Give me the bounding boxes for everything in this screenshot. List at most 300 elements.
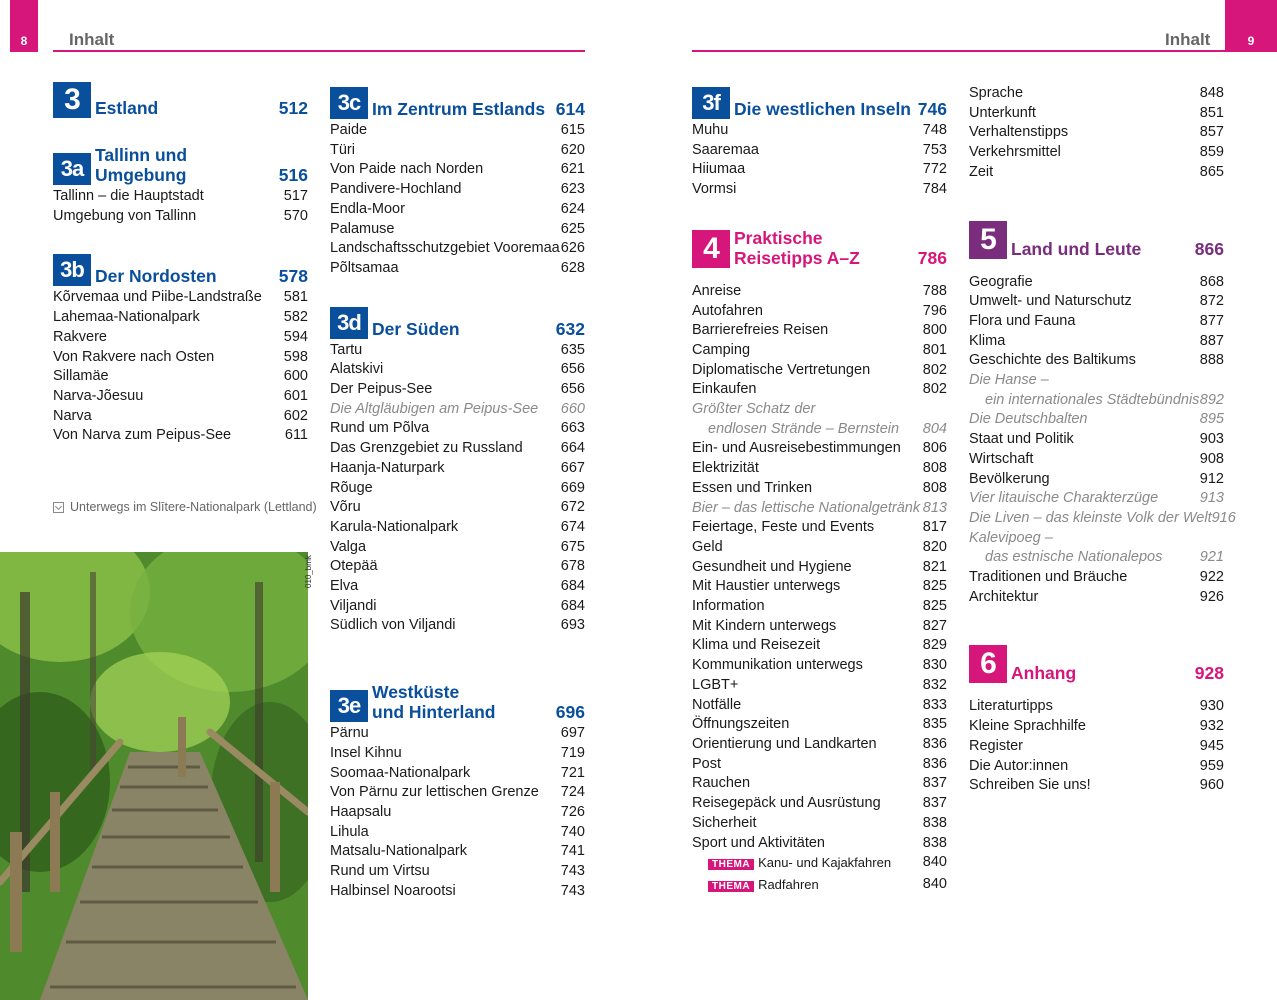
toc-entry[interactable] [692,696,947,716]
entry-title: Das Grenzgebiet zu Russland [330,440,523,457]
toc-entry-italic[interactable] [969,489,1224,509]
toc-entry[interactable] [692,735,947,755]
toc-entry[interactable] [53,387,308,407]
entry-page: 837 [922,795,947,812]
section-title-line-2: und Hinterland [372,702,496,723]
toc-entry[interactable] [692,341,947,361]
section-number-box: 3d [330,307,368,339]
entry-title: Pärnu [330,725,369,742]
toc-entry[interactable] [692,180,947,200]
toc-entry[interactable] [330,239,585,259]
entry-title: Võru [330,499,361,516]
entry-page: 921 [1199,549,1224,566]
toc-entry[interactable] [692,577,947,597]
entry-page: 806 [922,440,947,457]
entry-page: 740 [560,823,585,840]
entry-page: 635 [560,341,585,358]
entry-page: 721 [560,764,585,781]
entry-page: 570 [283,207,308,224]
toc-entry[interactable] [330,783,585,803]
toc-entry[interactable] [969,123,1224,143]
toc-entry[interactable] [53,426,308,446]
toc-entry[interactable] [969,351,1224,371]
entry-title: Die Autor:innen [969,757,1069,774]
entry-page: 888 [1199,352,1224,369]
toc-entry-italic[interactable] [969,410,1224,430]
section-3a-heading[interactable] [53,145,308,185]
entry-title: Endla-Moor [330,200,405,217]
section-number-box: 4 [692,230,730,268]
toc-entry-italic[interactable] [969,548,1224,568]
toc-entry[interactable] [53,367,308,387]
entry-title: Öffnungszeiten [692,716,790,733]
entry-title: Unterkunft [969,104,1036,121]
entry-page: 872 [1199,293,1224,310]
toc-entry[interactable] [53,328,308,348]
entry-page: 601 [283,387,308,404]
toc-entry[interactable] [330,538,585,558]
entry-title: Palamuse [330,220,395,237]
toc-entry[interactable] [330,862,585,882]
entry-page: 892 [1199,391,1224,408]
entry-title: endlosen Strände – Bernstein [708,420,900,437]
toc-entry-italic[interactable] [969,391,1224,411]
entry-title: Post [692,755,722,772]
entry-title: Kalevipoeg – [969,529,1053,546]
entry-title: Südlich von Viljandi [330,617,456,634]
entry-page: 887 [1199,332,1224,349]
entry-page: 697 [560,725,585,742]
entry-title: Muhu [692,122,729,138]
toc-entry[interactable] [692,814,947,834]
toc-entry[interactable] [692,794,947,814]
entry-title: Mit Kindern unterwegs [692,617,837,634]
entry-title: Paide [330,122,368,138]
entry-title: Sport und Aktivitäten [692,834,825,851]
section-4-list-a [692,282,947,400]
toc-entry[interactable] [692,282,947,302]
toc-entry[interactable] [969,332,1224,352]
thema-badge: THEMA [708,881,754,892]
section-6-list [969,697,1224,796]
entry-page: 678 [560,558,585,575]
toc-entry[interactable] [969,697,1224,717]
entry-title: Elektrizität [692,460,759,477]
toc-entry[interactable] [330,597,585,617]
toc-entry[interactable] [969,163,1224,183]
section-3f-heading[interactable] [692,87,947,119]
section-6-heading[interactable] [969,645,1224,683]
toc-entry[interactable] [330,400,585,420]
toc-entry-italic[interactable] [692,420,947,440]
entry-title: Reisegepäck und Ausrüstung [692,795,881,812]
toc-entry[interactable] [330,724,585,744]
toc-entry[interactable] [692,361,947,381]
thema-list [692,853,947,896]
toc-entry[interactable] [53,207,308,227]
section-title: Estland [95,98,159,118]
entry-title: Kõrvemaa und Piibe-Landstraße [53,289,262,306]
toc-entry[interactable] [330,380,585,400]
entry-page: 623 [560,181,585,198]
entry-title: das estnische Nationalepos [985,549,1163,566]
toc-entry[interactable] [53,288,308,308]
toc-entry[interactable] [330,341,585,361]
entry-title: Vormsi [692,181,737,198]
section-3d-heading[interactable] [330,307,585,339]
entry-title: Die Hanse – [969,372,1049,389]
entry-page: 912 [1199,470,1224,487]
toc-entry[interactable] [330,823,585,843]
entry-page: 625 [560,220,585,237]
entry-title: Die Deutschbalten [969,411,1088,428]
entry-title: Lihula [330,823,369,840]
toc-entry[interactable] [330,180,585,200]
entry-page: 675 [560,538,585,555]
toc-entry[interactable] [692,774,947,794]
entry-title: Literaturtipps [969,698,1053,715]
entry-title: Barrierefreies Reisen [692,322,829,339]
entry-page: 517 [283,188,308,204]
section-3a-list [53,187,308,226]
section-page: 746 [917,99,947,119]
section-title: Land und Leute [1011,238,1142,259]
entry-page: 820 [922,538,947,555]
entry-title: Klima [969,332,1006,349]
section-3e-list [330,724,585,901]
toc-entry[interactable] [692,617,947,637]
entry-page: 656 [560,381,585,398]
entry-page: 848 [1199,85,1224,101]
toc-entry[interactable] [330,479,585,499]
toc-column-4 [969,84,1236,796]
entry-page: 926 [1199,588,1224,605]
entry-page: 836 [922,735,947,752]
entry-page: 602 [283,407,308,424]
entry-page: 600 [283,368,308,385]
toc-entry[interactable] [330,220,585,240]
entry-page: 615 [560,122,585,138]
toc-entry[interactable] [330,459,585,479]
toc-entry-italic[interactable] [969,529,1224,549]
section-title: Im Zentrum Estlands [372,99,546,119]
entry-page: 684 [560,597,585,614]
entry-title: Rakvere [53,328,107,345]
toc-entry[interactable] [692,597,947,617]
entry-page: 832 [922,676,947,693]
toc-entry[interactable] [692,302,947,322]
entry-page: 930 [1199,698,1224,715]
toc-entry[interactable] [692,439,947,459]
section-3e-heading[interactable] [330,682,585,722]
toc-entry[interactable] [692,160,947,180]
entry-page: 829 [922,637,947,654]
entry-page: 808 [922,479,947,496]
right-header-rule [692,50,1225,52]
toc-entry[interactable] [330,842,585,862]
entry-page: 796 [922,302,947,319]
entry-page: 660 [560,400,585,417]
toc-entry[interactable] [969,273,1224,293]
section-5-heading[interactable] [969,221,1224,259]
toc-entry[interactable] [330,439,585,459]
toc-entry[interactable] [330,803,585,823]
entry-page: 741 [560,843,585,860]
section-title: Anhang [1011,663,1077,684]
entry-title: Die Altgläubigen am Peipus-See [330,400,539,417]
entry-title: ein internationales Städtebündnis [985,391,1200,408]
toc-entry[interactable] [969,568,1224,588]
toc-entry[interactable] [969,757,1224,777]
entry-title: Der Peipus-See [330,381,433,398]
thema-entry[interactable] [692,875,947,897]
toc-entry[interactable] [330,259,585,279]
section-page: 632 [555,318,585,339]
toc-entry[interactable] [330,200,585,220]
entry-title: Orientierung und Landkarten [692,735,877,752]
section-4-list-b [692,439,947,498]
entry-title: Põltsamaa [330,259,399,276]
toc-entry-italic[interactable] [969,371,1224,391]
toc-entry[interactable] [330,360,585,380]
entry-title: Sicherheit [692,814,757,831]
entry-title: Diplomatische Vertretungen [692,361,871,378]
toc-entry[interactable] [969,737,1224,757]
toc-entry[interactable] [692,558,947,578]
entry-page: 669 [560,479,585,496]
entry-page: 724 [560,784,585,801]
entry-title: LGBT+ [692,676,739,693]
entry-page: 837 [922,775,947,792]
entry-page: 959 [1199,757,1224,774]
entry-page: 859 [1199,144,1224,161]
entry-title: Schreiben Sie uns! [969,777,1091,794]
toc-entry[interactable] [330,744,585,764]
toc-entry[interactable] [692,636,947,656]
entry-page: 851 [1199,104,1224,121]
toc-entry[interactable] [692,656,947,676]
toc-entry[interactable] [969,143,1224,163]
entry-title: Rund um Virtsu [330,863,430,880]
entry-title: Rõuge [330,479,373,496]
section-title: Die westlichen Inseln [734,99,911,119]
toc-entry[interactable] [330,882,585,902]
toc-entry[interactable] [969,312,1224,332]
entry-title: Register [969,737,1023,754]
entry-title: Geld [692,538,723,555]
toc-entry[interactable] [969,470,1224,490]
toc-entry[interactable] [330,557,585,577]
entry-title: Insel Kihnu [330,744,402,761]
entry-title: Staat und Politik [969,431,1074,448]
section-5-list-b [969,430,1224,489]
toc-entry[interactable] [692,715,947,735]
toc-entry[interactable] [53,308,308,328]
entry-title: Von Paide nach Norden [330,161,484,178]
section-title: Der Nordosten [95,266,217,287]
entry-page: 693 [560,617,585,634]
entry-title: Traditionen und Bräuche [969,569,1128,586]
toc-entry[interactable] [53,348,308,368]
entry-title: Wirtschaft [969,450,1034,467]
entry-page: 788 [922,282,947,299]
toc-entry[interactable] [692,538,947,558]
section-page: 614 [555,99,585,119]
section-4-continued-list [969,84,1224,183]
toc-entry[interactable] [692,380,947,400]
entry-title: Sprache [969,85,1024,101]
toc-entry[interactable] [692,321,947,341]
section-3f-list [692,121,947,200]
entry-title: Feiertage, Feste und Events [692,519,875,536]
entry-page: 621 [560,161,585,178]
entry-page: 624 [560,200,585,217]
section-number-box: 3a [53,153,91,185]
entry-title: Halbinsel Noarootsi [330,882,456,899]
entry-page: 808 [922,460,947,477]
section-title [372,682,556,722]
toc-entry[interactable] [330,160,585,180]
entry-title: Klima und Reisezeit [692,637,821,654]
section-page: 786 [917,247,947,268]
entry-page: 840 [922,875,947,892]
toc-column-3 [692,87,947,896]
toc-entry[interactable] [53,407,308,427]
entry-title: Von Narva zum Peipus-See [53,427,232,444]
thema-entry[interactable] [692,853,947,875]
entry-page: 838 [922,814,947,831]
entry-title: Saaremaa [692,141,759,158]
section-4-list-c [692,518,947,853]
entry-page: 945 [1199,737,1224,754]
entry-title: Narva [53,407,92,424]
toc-entry-italic[interactable] [692,499,947,519]
entry-page: 726 [560,803,585,820]
section-3b-heading[interactable] [53,254,308,286]
section-4-heading[interactable] [692,228,947,268]
toc-entry[interactable] [692,755,947,775]
left-header-rule [53,50,585,52]
entry-page: 802 [922,361,947,378]
entry-page: 582 [283,309,308,326]
toc-entry[interactable] [692,121,947,141]
entry-page: 772 [922,161,947,178]
entry-page: 684 [560,578,585,595]
entry-title: Geografie [969,273,1033,290]
toc-entry[interactable] [969,588,1224,608]
map-reference[interactable] [53,500,317,514]
entry-title: Geschichte des Baltikums [969,352,1136,369]
entry-page: 960 [1199,777,1224,794]
entry-page: 748 [922,122,947,138]
toc-entry[interactable] [692,459,947,479]
entry-title: Otepää [330,558,378,575]
toc-entry[interactable] [692,141,947,161]
section-5-list-c [969,568,1224,607]
entry-page: 835 [922,716,947,733]
toc-entry[interactable] [53,187,308,207]
entry-title: Alatskivi [330,361,384,378]
toc-entry[interactable] [969,430,1224,450]
map-reference-text: Unterwegs im Slītere-Nationalpark (Lettland) [70,500,317,514]
section-title-line-1: Westküste [372,682,460,703]
toc-entry[interactable] [692,518,947,538]
entry-page: 802 [922,381,947,398]
entry-page: 916 [1211,509,1236,526]
toc-entry[interactable] [969,84,1224,104]
entry-page: 877 [1199,312,1224,329]
toc-entry[interactable] [330,419,585,439]
entry-title: Ein- und Ausreisebestimmungen [692,440,901,457]
section-3-heading[interactable] [53,82,308,118]
section-5-list-a [969,273,1224,372]
entry-page: 922 [1199,569,1224,586]
toc-entry[interactable] [330,616,585,636]
entry-title: Hiiumaa [692,161,746,178]
toc-entry[interactable] [330,121,585,141]
entry-title: Bier – das lettische Nationalgetränk [692,499,921,516]
entry-title: Pandivere-Hochland [330,181,462,198]
toc-entry[interactable] [330,141,585,161]
toc-entry[interactable] [969,450,1224,470]
entry-title: Einkaufen [692,381,757,398]
toc-entry[interactable] [330,518,585,538]
section-number-box: 6 [969,645,1007,683]
section-page: 578 [278,266,308,287]
entry-title: Gesundheit und Hygiene [692,558,852,575]
entry-title: Von Rakvere nach Osten [53,348,215,365]
toc-entry-italic[interactable] [692,400,947,420]
entry-page: 594 [283,328,308,345]
entry-page: 800 [922,322,947,339]
section-page: 512 [278,98,308,118]
entry-page: 784 [922,181,947,198]
entry-title: Essen und Trinken [692,479,813,496]
toc-entry[interactable] [330,577,585,597]
toc-entry[interactable] [692,676,947,696]
toc-entry[interactable] [692,479,947,499]
section-title: Tallinn und Umgebung [95,145,188,185]
entry-page: 825 [922,598,947,615]
entry-title: Rauchen [692,775,751,792]
section-3c-heading[interactable] [330,87,585,119]
entry-page: 830 [922,657,947,674]
toc-entry[interactable] [692,834,947,854]
entry-page: 674 [560,518,585,535]
entry-page: 663 [560,420,585,437]
entry-page: 833 [922,696,947,713]
entry-page: 857 [1199,124,1224,141]
toc-entry[interactable] [969,292,1224,312]
toc-entry[interactable] [969,776,1224,796]
toc-entry[interactable] [330,764,585,784]
section-page: 516 [278,165,308,185]
toc-entry[interactable] [330,498,585,518]
section-number-box: 3c [330,87,368,119]
toc-entry-italic[interactable] [969,509,1236,529]
entry-title: Viljandi [330,597,377,614]
toc-entry[interactable] [969,104,1224,124]
section-title [734,228,918,268]
entry-title: Autofahren [692,302,763,319]
entry-title: Kommunikation unterwegs [692,657,863,674]
entry-title: Mit Haustier unterwegs [692,578,841,595]
entry-page: 656 [560,361,585,378]
entry-title: Tartu [330,341,363,358]
entry-page: 817 [922,519,947,536]
toc-entry[interactable] [969,717,1224,737]
entry-title: Vier litauische Charakterzüge [969,490,1159,507]
